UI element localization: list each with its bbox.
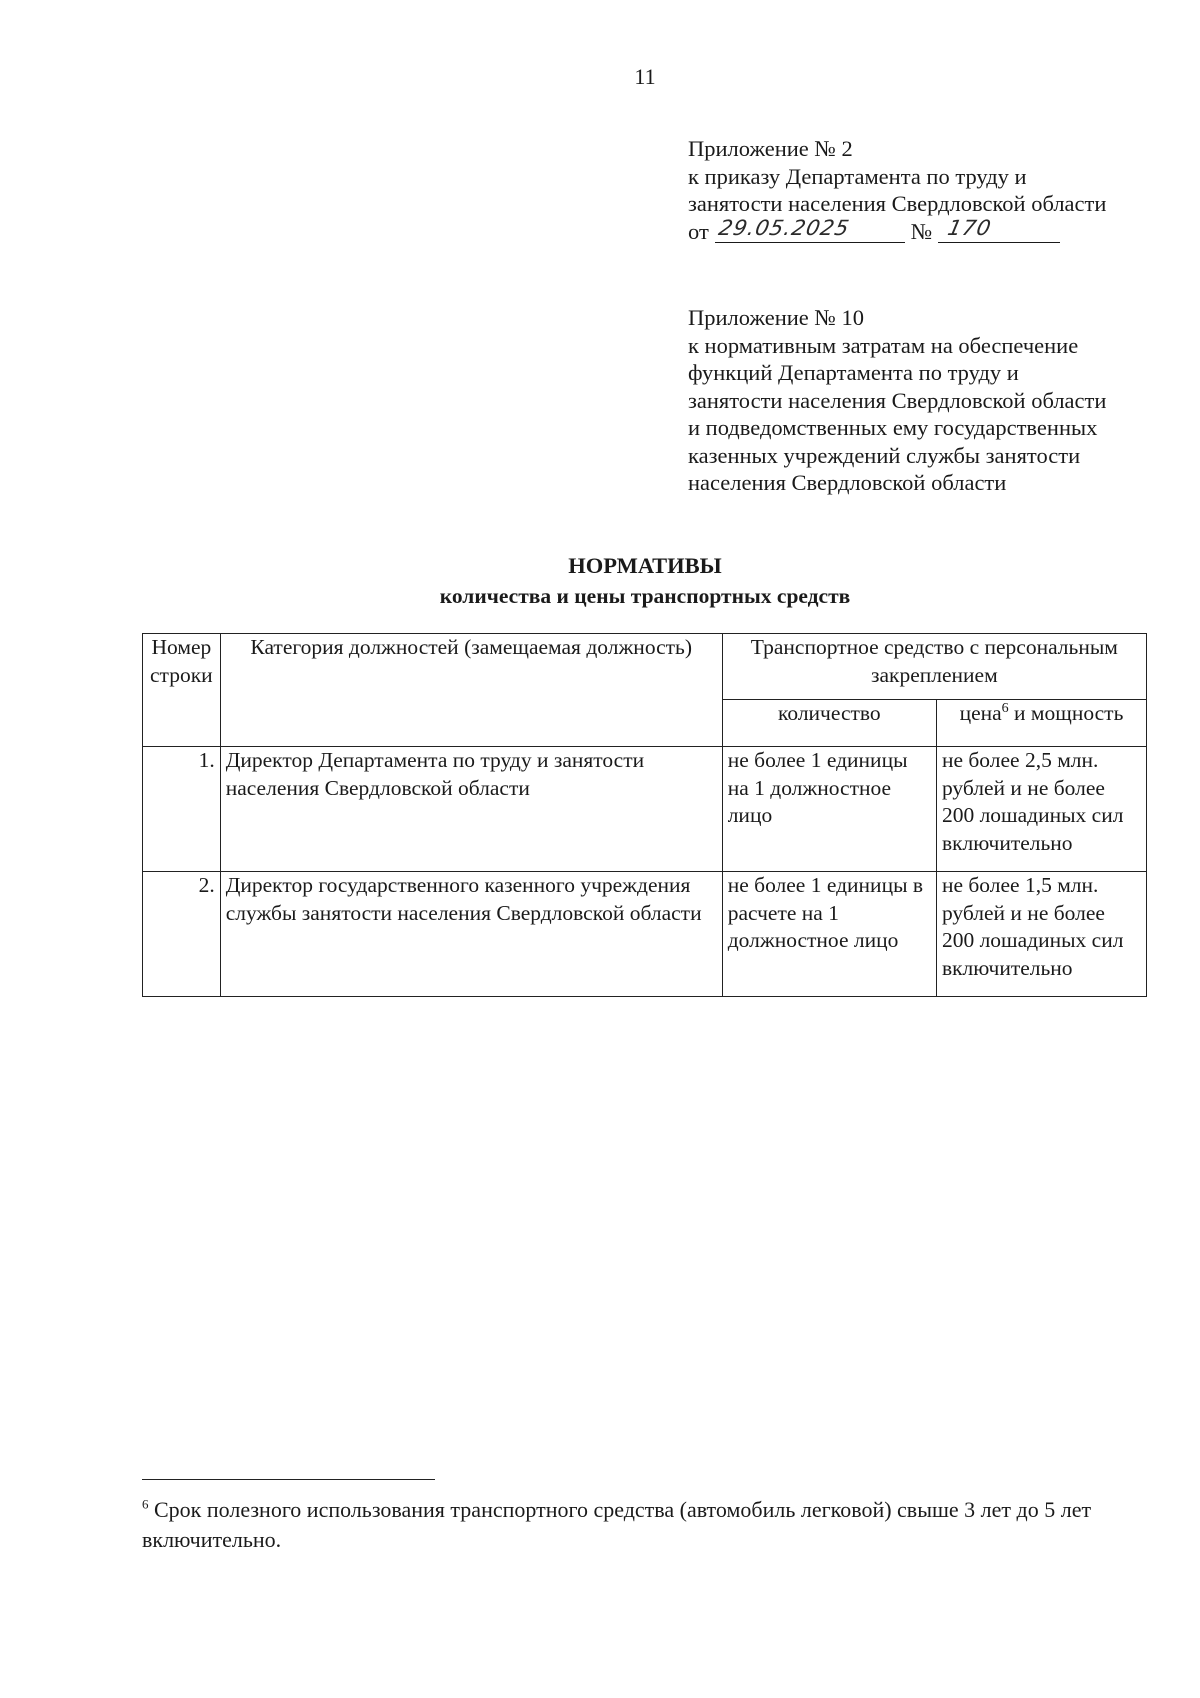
- header-price-suffix: и мощность: [1014, 701, 1124, 725]
- row-price: не более 1,5 млн. рублей и не более 200 лошадиных сил включительно: [936, 872, 1146, 997]
- header-price-power: [936, 700, 1146, 747]
- footnote-number: 6: [142, 1496, 149, 1512]
- header-vehicle: Транспортное средство с персональным закреплением: [722, 634, 1146, 700]
- footnote-mark: 6: [1001, 700, 1009, 716]
- header-quantity: количество: [722, 700, 936, 747]
- row-category: Директор Департамента по труду и занятости населения Свердловской области: [220, 747, 722, 872]
- header-category: Категория должностей (замещаемая должность): [220, 634, 722, 747]
- row-quantity: не более 1 единицы в расчете на 1 должностное лицо: [722, 872, 936, 997]
- date-prefix: от: [688, 218, 709, 244]
- table-row: [143, 747, 1147, 872]
- order-date-number-line: [688, 215, 1106, 246]
- footnote: [142, 1495, 1152, 1555]
- appendix-10-line: и подведомственных ему государственных: [688, 415, 1098, 440]
- footnote-divider: [142, 1479, 435, 1480]
- appendix-10-line: населения Свердловской области: [688, 470, 1007, 495]
- appendix-10-line: к нормативным затратам на обеспечение: [688, 332, 1079, 358]
- header-row-number: Номер строки: [143, 634, 221, 747]
- table-row: [143, 872, 1147, 997]
- title-subtitle: количества и цены транспортных средств: [439, 584, 851, 608]
- number-prefix: №: [910, 218, 933, 244]
- handwritten-number: 170: [945, 215, 995, 240]
- appendix-10-line: занятости населения Свердловской области: [688, 387, 1107, 413]
- appendix-10-line: функций Департамента по труду и: [688, 360, 1019, 385]
- appendix-2-header: [688, 135, 1106, 245]
- header-price-text: цена: [959, 701, 1002, 725]
- appendix-2-line: занятости населения Свердловской области: [688, 191, 1107, 216]
- page-number: 11: [634, 64, 656, 89]
- order-number-field: [938, 215, 1060, 243]
- document-title: [0, 551, 1200, 611]
- appendix-10-line: казенных учреждений службы занятости: [688, 442, 1081, 468]
- row-number: 2.: [143, 872, 221, 997]
- footnote-text: Срок полезного использования транспортного средства (автомобиль легковой) свыше 3 лет до 5 лет включительно.: [142, 1497, 1092, 1552]
- row-category: Директор государственного казенного учреждения службы занятости населения Свердловской области: [220, 872, 722, 997]
- handwritten-date: 29.05.2025: [716, 215, 852, 240]
- appendix-10-header: [688, 304, 1106, 497]
- row-price: не более 2,5 млн. рублей и не более 200 лошадиных сил включительно: [936, 747, 1146, 872]
- row-quantity: не более 1 единицы на 1 должностное лицо: [722, 747, 936, 872]
- appendix-2-line: к приказу Департамента по труду и: [688, 163, 1027, 189]
- order-date-field: [715, 215, 905, 243]
- table-header-row: [143, 634, 1147, 700]
- appendix-2-title: Приложение № 2: [688, 136, 853, 161]
- appendix-10-title: Приложение № 10: [688, 305, 864, 330]
- norms-table: [142, 633, 1147, 997]
- row-number: 1.: [143, 747, 221, 872]
- title-main: НОРМАТИВЫ: [568, 553, 722, 578]
